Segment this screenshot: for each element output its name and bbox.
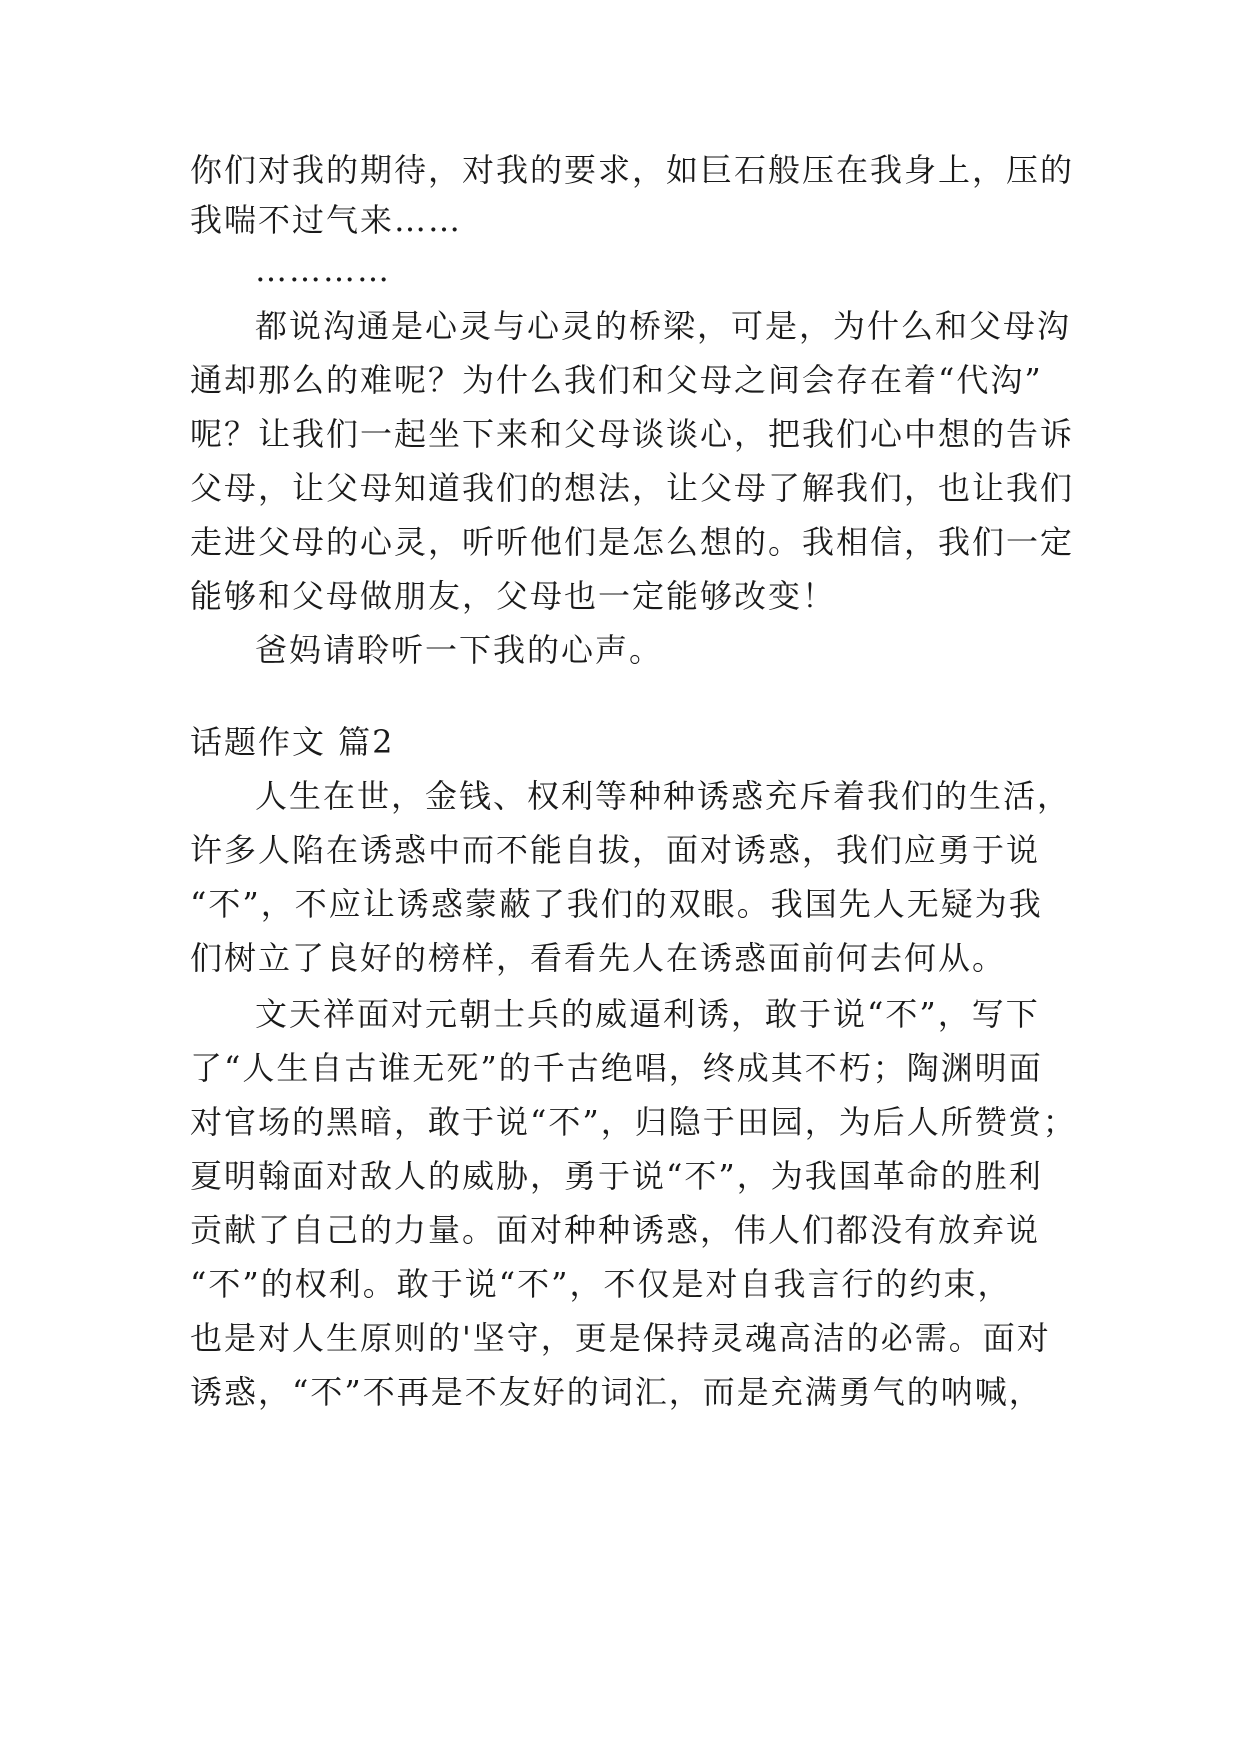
text-line: “不”的权利。敢于说“不”，不仅是对自我言行的约束， [190, 1265, 1012, 1303]
text-line: 诱惑，“不”不再是不友好的词汇，而是充满勇气的呐喊， [190, 1373, 1043, 1411]
paragraph-first-line: 人生在世，金钱、权利等种种诱惑充斥着我们的生活， [255, 777, 1072, 815]
ellipsis-line: ………… [255, 251, 391, 289]
text-line: 呢？让我们一起坐下来和父母谈谈心，把我们心中想的告诉 [190, 415, 1075, 453]
section-heading: 话题作文 篇2 [190, 723, 395, 761]
paragraph-first-line: 都说沟通是心灵与心灵的桥梁，可是，为什么和父母沟 [255, 307, 1072, 345]
text-line: 贡献了自己的力量。面对种种诱惑，伟人们都没有放弃说 [190, 1211, 1041, 1249]
text-line: 们树立了良好的榜样，看看先人在诱惑面前何去何从。 [190, 939, 1007, 977]
text-line: 也是对人生原则的'坚守，更是保持灵魂高洁的必需。面对 [190, 1319, 1051, 1357]
text-line: 通却那么的难呢？为什么我们和父母之间会存在着“代沟” [190, 361, 1043, 399]
text-line: 了“人生自古谁无死”的千古绝唱，终成其不朽；陶渊明面 [190, 1049, 1043, 1087]
paragraph-first-line: 文天祥面对元朝士兵的威逼利诱，敢于说“不”，写下 [255, 995, 1040, 1033]
text-line: “不”，不应让诱惑蒙蔽了我们的双眼。我国先人无疑为我 [190, 885, 1043, 923]
text-line: 夏明翰面对敌人的威胁，勇于说“不”，为我国革命的胜利 [190, 1157, 1043, 1195]
text-line: 能够和父母做朋友，父母也一定能够改变！ [190, 577, 837, 615]
paragraph-first-line: 爸妈请聆听一下我的心声。 [255, 631, 664, 669]
text-line: 走进父母的心灵，听听他们是怎么想的。我相信，我们一定 [190, 523, 1075, 561]
text-line: 父母，让父母知道我们的想法，让父母了解我们，也让我们 [190, 469, 1075, 507]
text-line: 许多人陷在诱惑中而不能自拔，面对诱惑，我们应勇于说 [190, 831, 1041, 869]
text-line: 对官场的黑暗，敢于说“不”，归隐于田园，为后人所赞赏； [190, 1103, 1077, 1141]
text-line: 你们对我的期待，对我的要求，如巨石般压在我身上，压的 [190, 151, 1075, 189]
text-line: 我喘不过气来…… [190, 201, 463, 239]
